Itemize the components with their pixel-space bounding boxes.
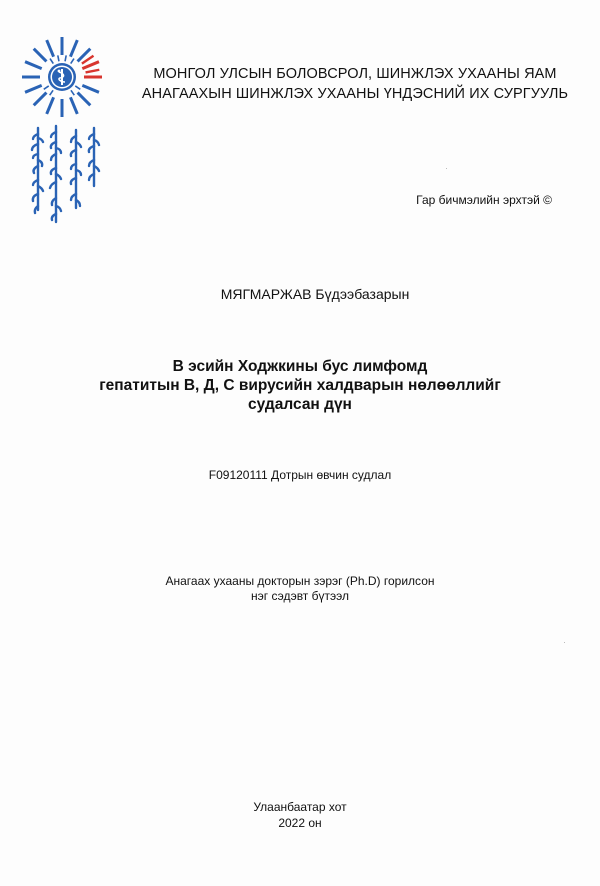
degree-statement [130, 574, 470, 604]
copyright-notice: Гар бичмэлийн эрхтэй © [416, 193, 552, 207]
thesis-title-line-3: судалсан дүн [248, 396, 352, 413]
mongolian-script-emblem [26, 124, 106, 232]
ministry-name: МОНГОЛ УЛСЫН БОЛОВСРОЛ, ШИНЖЛЭХ УХААНЫ ЯАМ [153, 66, 557, 82]
specialty-code: F09120111 Дотрын өвчин судлал [208, 468, 392, 482]
university-name: АНАГААХЫН ШИНЖЛЭХ УХААНЫ ҮНДЭСНИЙ ИХ СУРГУУЛЬ [141, 86, 569, 102]
university-emblem-icon [22, 34, 102, 120]
city: Улаанбаатар хот [253, 800, 347, 814]
degree-line-2: нэг сэдэвт бүтээл [250, 589, 349, 603]
thesis-title [70, 357, 530, 414]
thesis-title-line-1: В эсийн Ходжкины бус лимфомд [172, 358, 428, 375]
place-and-year [210, 799, 390, 831]
scan-speck [564, 642, 565, 643]
author-name: МЯГМАРЖАВ Бүдээбазарын [220, 286, 410, 302]
thesis-title-line-2: гепатитын В, Д, С вирусийн халдварын нөлөөллийг [99, 377, 501, 394]
degree-line-1: Анагаах ухааны докторын зэрэг (Ph.D) горилсон [165, 574, 435, 588]
scan-speck [446, 168, 447, 169]
year: 2022 он [278, 816, 322, 830]
institution-header [120, 64, 590, 104]
